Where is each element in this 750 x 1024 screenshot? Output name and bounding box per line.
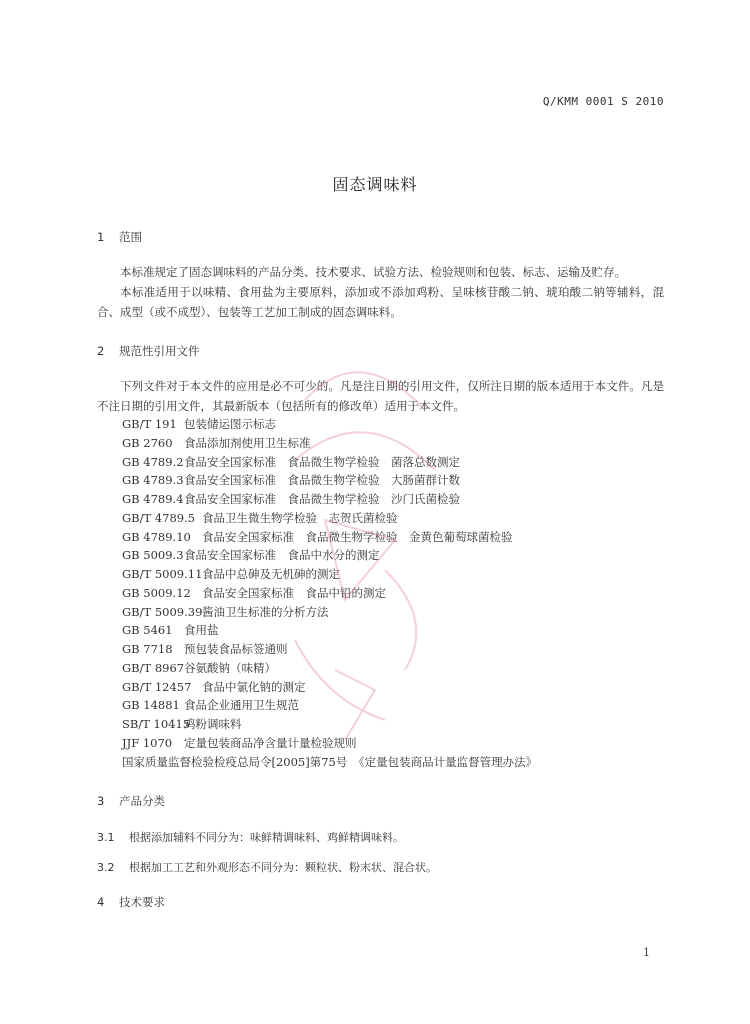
reference-item-decree: 国家质量监督检验检疫总局令[2005]第75号 《定量包装商品计量监督管理办法》 — [122, 754, 538, 769]
reference-item: GB 4789.4食品安全国家标准 食品微生物学检验 沙门氏菌检验 — [122, 492, 460, 506]
section-number: 2 — [97, 344, 105, 358]
reference-item: GB/T 191 包装储运图示标志 — [122, 417, 276, 431]
document-title: 固态调味料 — [332, 175, 418, 194]
section-4-heading — [97, 894, 165, 910]
page-number: 1 — [643, 946, 650, 959]
reference-item: GB/T 5009.39酱油卫生标准的分析方法 — [122, 604, 329, 619]
section-title: 技术要求 — [119, 895, 165, 909]
reference-item: SB/T 10415鸡粉调味料 — [122, 717, 242, 731]
classification-3-1: 3.1 根据添加辅料不同分为：味鲜精调味料、鸡鲜精调味料。 — [97, 831, 404, 844]
reference-item: JJF 1070 定量包装商品净含量计量检验规则 — [122, 735, 357, 750]
reference-item: GB 5461 食用盐 — [122, 623, 219, 638]
section-3-heading — [97, 793, 165, 809]
section-number: 4 — [97, 895, 105, 909]
section-1-heading — [97, 229, 142, 245]
reference-item: GB 7718 预包装食品标签通则 — [122, 642, 288, 656]
section-2-heading — [97, 343, 200, 359]
reference-item: GB 4789.3食品安全国家标准 食品微生物学检验 大肠菌群计数 — [122, 473, 460, 488]
section-number: 3 — [97, 794, 105, 808]
reference-item: GB/T 12457 食品中氯化钠的测定 — [122, 679, 306, 694]
document-code: Q/KMM 0001 S 2010 — [542, 95, 664, 108]
reference-item: GB 2760 食品添加剂使用卫生标准 — [122, 435, 311, 450]
classification-3-2: 3.2 根据加工工艺和外观形态不同分为：颗粒状、粉末状、混合状。 — [97, 861, 437, 874]
section-title: 范围 — [119, 230, 142, 244]
reference-item: GB/T 4789.5 食品卫生微生物学检验 志贺氏菌检验 — [122, 510, 398, 525]
section-number: 1 — [97, 230, 105, 244]
reference-item: GB 4789.2食品安全国家标准 食品微生物学检验 菌落总数测定 — [122, 454, 460, 469]
reference-item: GB 4789.10 食品安全国家标准 食品微生物学检验 金黄色葡萄球菌检验 — [122, 529, 513, 544]
reference-item: GB 5009.3食品安全国家标准 食品中水分的测定 — [122, 548, 380, 563]
section-title: 规范性引用文件 — [119, 344, 200, 358]
reference-item: GB/T 5009.11食品中总砷及无机砷的测定 — [122, 567, 340, 581]
scope-paragraph-2: 本标准适用于以味精、食用盐为主要原料，添加或不添加鸡粉、呈味核苷酸二钠、琥珀酸二钠等辅料，混合、成型（或不成型）、包装等工艺加工制成的固态调味料。 — [97, 285, 664, 319]
reference-list — [122, 415, 537, 771]
scope-paragraph-1: 本标准规定了固态调味料的产品分类、技术要求、试验方法、检验规则和包装、标志、运输及贮存。 — [120, 265, 626, 279]
reference-item: GB 14881 食品企业通用卫生规范 — [122, 698, 299, 713]
reference-item: GB 5009.12 食品安全国家标准 食品中铅的测定 — [122, 585, 386, 600]
section-title: 产品分类 — [119, 794, 165, 808]
normative-intro: 下列文件对于本文件的应用是必不可少的。凡是注日期的引用文件，仅所注日期的版本适用于本文件。凡是不注日期的引用文件，其最新版本（包括所有的修改单）适用于本文件。 — [97, 379, 664, 413]
reference-item: GB/T 8967谷氨酸钠（味精） — [122, 660, 276, 675]
